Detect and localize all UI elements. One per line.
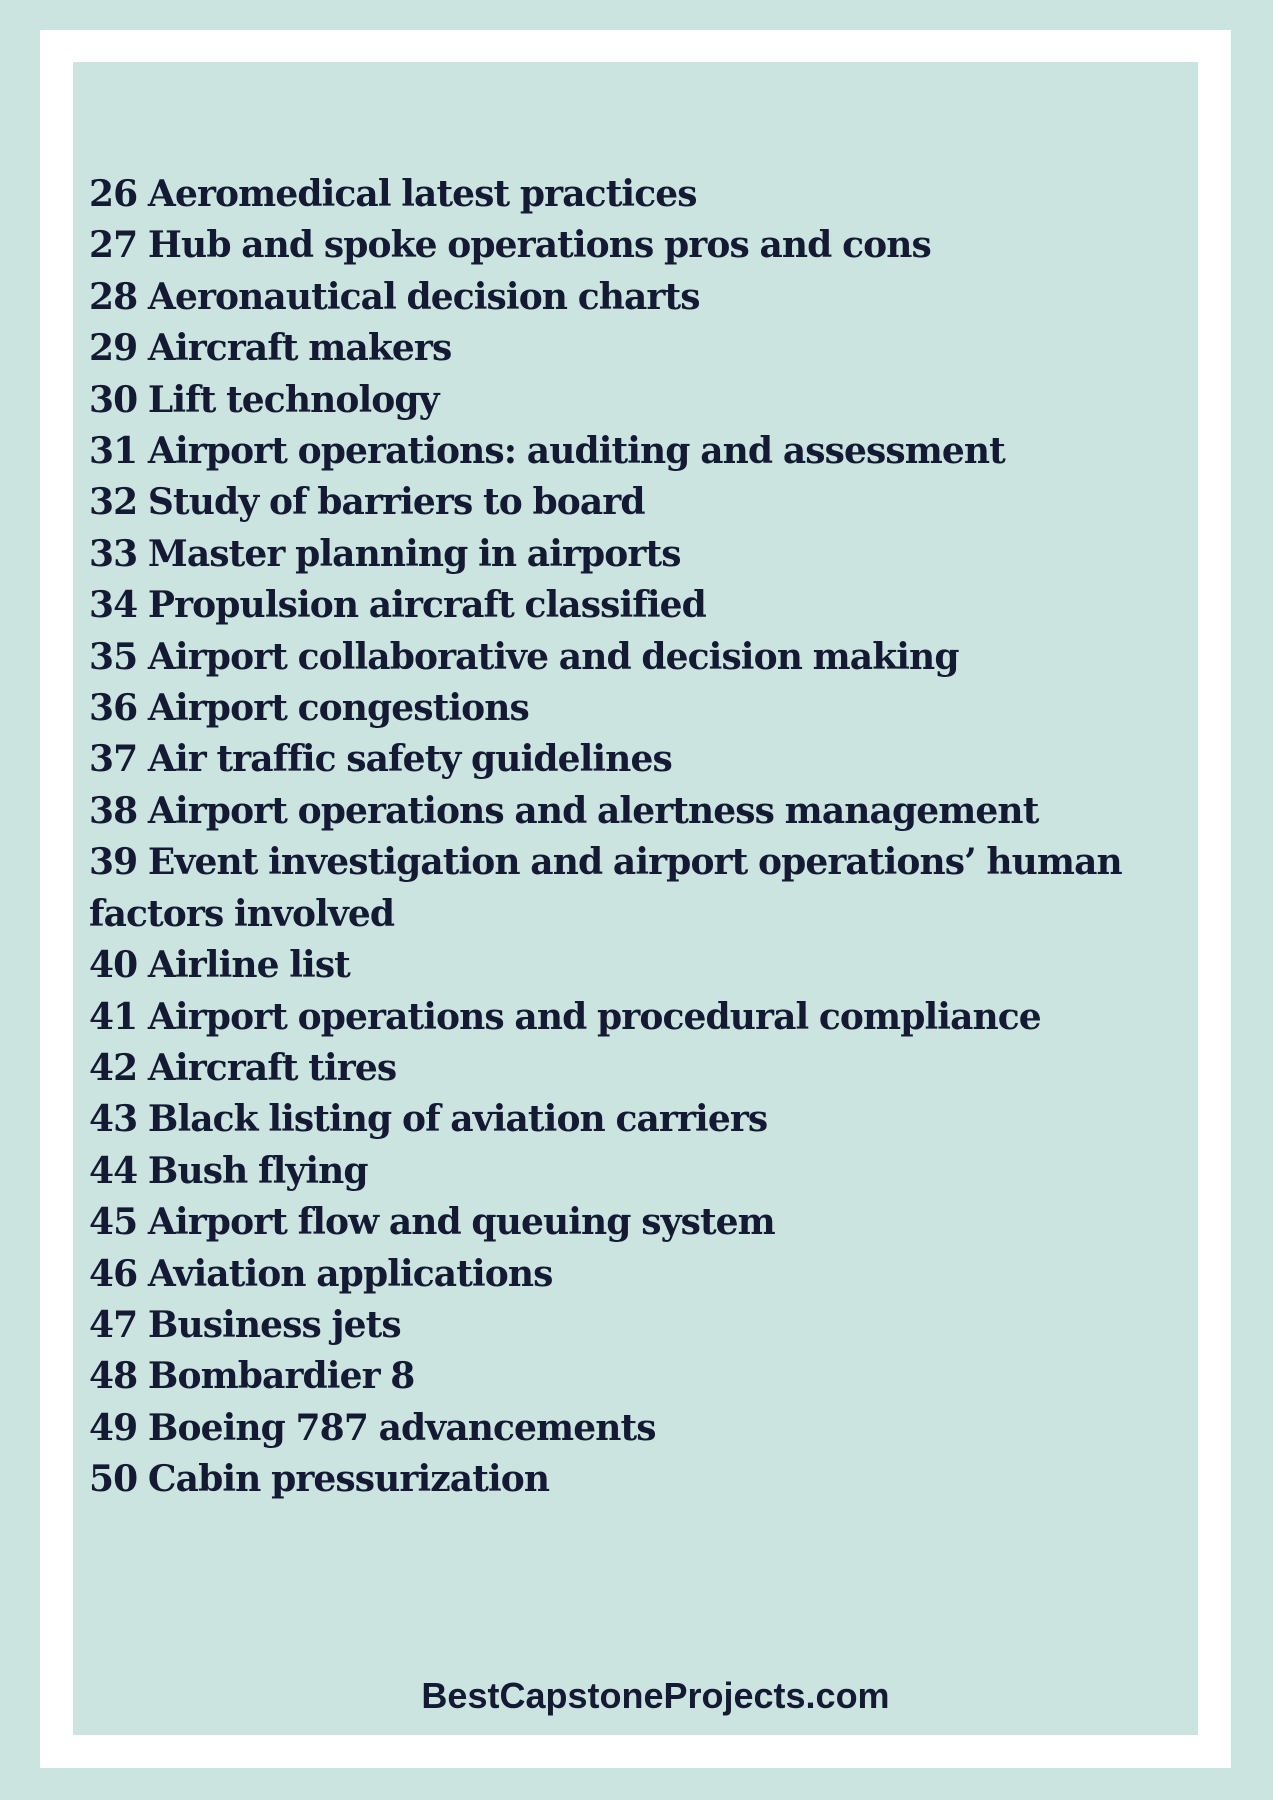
topic-item: 31 Airport operations: auditing and assessment	[89, 430, 1005, 473]
topic-item: 40 Airline list	[89, 944, 350, 987]
topic-item: 46 Aviation applications	[89, 1252, 553, 1295]
topic-item: 47 Business jets	[89, 1303, 401, 1346]
footer-website: BestCapstoneProjects.com	[421, 1675, 890, 1716]
topic-item: 49 Boeing 787 advancements	[89, 1406, 656, 1449]
topic-item: 30 Lift technology	[89, 378, 439, 421]
topic-item: 26 Aeromedical latest practices	[89, 173, 697, 215]
topic-item: 35 Airport collaborative and decision making	[89, 635, 959, 678]
topic-item: 42 Aircraft tires	[89, 1046, 397, 1089]
topic-item: 29 Aircraft makers	[89, 327, 452, 370]
topic-item: 28 Aeronautical decision charts	[89, 275, 700, 318]
topic-item: 27 Hub and spoke operations pros and cons	[89, 224, 931, 267]
topic-item: 45 Airport flow and queuing system	[89, 1201, 775, 1244]
topic-item: 33 Master planning in airports	[89, 532, 681, 575]
topic-item: 39 Event investigation and airport operations’ human factors involved	[89, 841, 1122, 935]
topic-list	[89, 169, 1189, 1506]
topic-item: 43 Black listing of aviation carriers	[89, 1098, 768, 1141]
topic-item: 44 Bush flying	[89, 1149, 368, 1192]
topic-item: 37 Air traffic safety guidelines	[89, 738, 672, 781]
topic-item: 34 Propulsion aircraft classified	[89, 584, 706, 627]
topic-item: 50 Cabin pressurization	[89, 1458, 550, 1501]
topic-item: 41 Airport operations and procedural compliance	[89, 995, 1041, 1038]
topic-item: 48 Bombardier 8	[89, 1355, 415, 1398]
topic-item: 38 Airport operations and alertness management	[89, 789, 1039, 832]
topic-item: 32 Study of barriers to board	[89, 481, 645, 524]
topic-item: 36 Airport congestions	[89, 687, 529, 730]
